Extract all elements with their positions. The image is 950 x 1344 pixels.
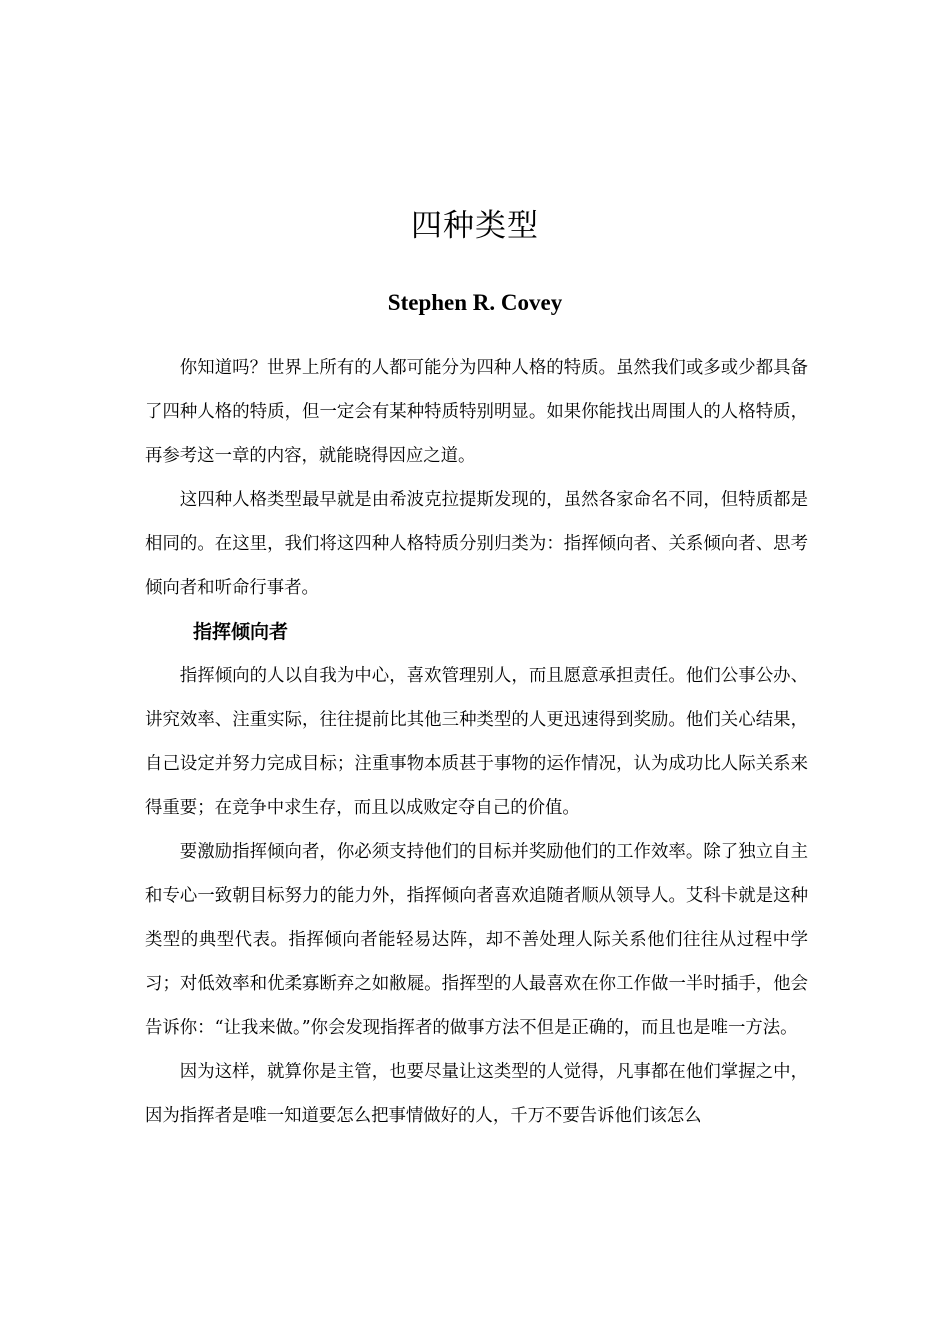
section-heading: 指挥倾向者 (193, 621, 289, 643)
document-body (145, 346, 808, 1138)
body-paragraph: 因为这样，就算你是主管，也要尽量让这类型的人觉得，凡事都在他们掌握之中，因为指挥者是唯一知道要怎么把事情做好的人，千万不要告诉他们该怎么 (145, 1062, 808, 1126)
body-paragraph: 这四种人格类型最早就是由希波克拉提斯发现的，虽然各家命名不同，但特质都是相同的。在这里，我们将这四种人格特质分别归类为：指挥倾向者、关系倾向者、思考倾向者和听命行事者。 (145, 490, 808, 598)
body-paragraph: 指挥倾向的人以自我为中心，喜欢管理别人，而且愿意承担责任。他们公事公办、讲究效率、注重实际，往往提前比其他三种类型的人更迅速得到奖励。他们关心结果，自己设定并努力完成目标；注重事物本质甚于事物的运作情况，认为成功比人际关系来得重要；在竞争中求生存，而且以成败定夺自己的价值。 (145, 666, 808, 818)
body-paragraph: 你知道吗？世界上所有的人都可能分为四种人格的特质。虽然我们或多或少都具备了四种人格的特质，但一定会有某种特质特别明显。如果你能找出周围人的人格特质，再参考这一章的内容，就能晓得因应之道。 (145, 358, 808, 466)
document-author: Stephen R. Covey (387, 290, 563, 315)
document-title: 四种类型 (411, 208, 539, 244)
body-paragraph: 要激励指挥倾向者，你必须支持他们的目标并奖励他们的工作效率。除了独立自主和专心一致朝目标努力的能力外，指挥倾向者喜欢追随者顺从领导人。艾科卡就是这种类型的典型代表。指挥倾向者能轻易达阵，却不善处理人际关系他们往往从过程中学习；对低效率和优柔寡断弃之如敝屣。指挥型的人最喜欢在你工作做一半时插手，他会告诉你：“让我来做。”你会发现指挥者的做事方法不但是正确的，而且也是唯一方法。 (145, 842, 808, 1038)
